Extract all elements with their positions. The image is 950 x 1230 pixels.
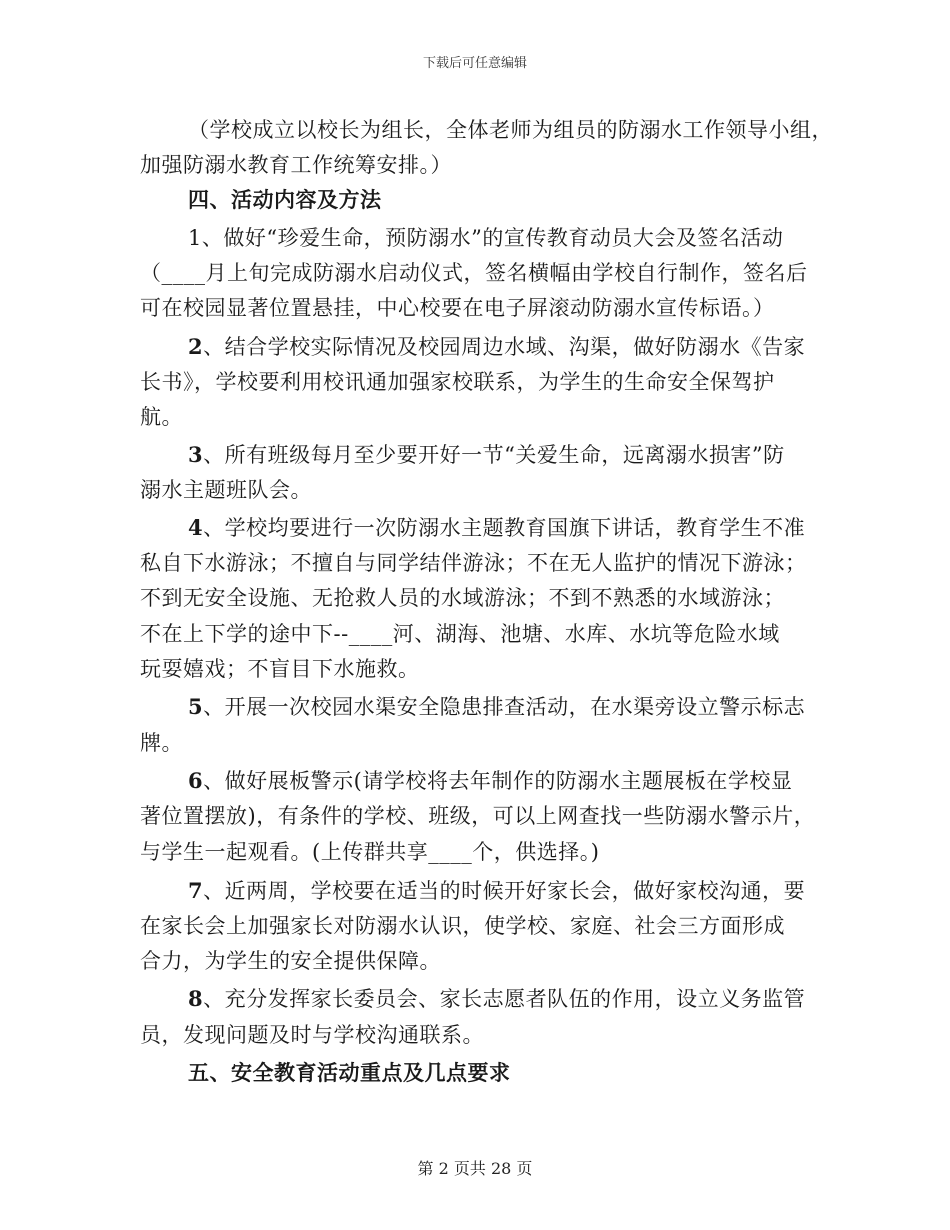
line-text: 四、活动内容及方法 bbox=[188, 187, 382, 212]
item-number: 2 bbox=[188, 334, 204, 359]
text-line bbox=[188, 332, 805, 362]
line-text: 不在上下学的途中下--____河、湖海、池塘、水库、水坑等危险水域 bbox=[140, 622, 780, 646]
text-line bbox=[188, 115, 833, 145]
text-line bbox=[140, 150, 452, 180]
item-number: 4 bbox=[188, 515, 204, 540]
text-line bbox=[188, 513, 805, 543]
text-line bbox=[140, 367, 775, 397]
line-text: 、开展一次校园水渠安全隐患排查活动，在水渠旁设立警示标志 bbox=[203, 695, 806, 719]
line-text: 私自下水游泳；不擅自与同学结伴游泳；不在无人监护的情况下游泳； bbox=[140, 551, 807, 575]
text-line bbox=[188, 1058, 511, 1088]
line-text: 在家长会上加强家长对防溺水认识，使学校、家庭、社会三方面形成 bbox=[140, 914, 785, 938]
line-text: （____月上旬完成防溺水启动仪式，签名横幅由学校自行制作，签名后 bbox=[140, 261, 808, 285]
line-text: 玩耍嬉戏；不盲目下水施救。 bbox=[140, 657, 420, 681]
item-number: 6 bbox=[188, 768, 204, 793]
text-line bbox=[140, 402, 183, 432]
text-line bbox=[140, 837, 599, 867]
line-text: 著位置摆放)，有条件的学校、班级，可以上网查找一些防溺水警示片， bbox=[140, 804, 816, 828]
line-text: 、学校均要进行一次防溺水主题教育国旗下讲话，教育学生不准 bbox=[203, 516, 806, 540]
text-line bbox=[188, 876, 805, 906]
line-text: 、近两周，学校要在适当的时候开好家长会，做好家校沟通，要 bbox=[203, 879, 806, 903]
line-text: 与学生一起观看。(上传群共享____个，供选择。) bbox=[140, 840, 600, 864]
line-text: 、做好展板警示(请学校将去年制作的防溺水主题展板在学校显 bbox=[203, 769, 793, 793]
item-number: 7 bbox=[188, 878, 204, 903]
line-text: 长书》，学校要利用校讯通加强家校联系，为学生的生命安全保驾护 bbox=[140, 370, 775, 394]
text-line bbox=[140, 946, 441, 976]
line-text: 溺水主题班队会。 bbox=[140, 478, 312, 502]
line-text: （学校成立以校长为组长，全体老师为组员的防溺水工作领导小组， bbox=[188, 118, 833, 142]
text-line bbox=[188, 766, 792, 796]
text-line bbox=[140, 654, 420, 684]
text-line bbox=[140, 911, 785, 941]
item-number: 5 bbox=[188, 694, 204, 719]
item-number: 3 bbox=[188, 442, 204, 467]
line-text: 合力，为学生的安全提供保障。 bbox=[140, 949, 441, 973]
text-line bbox=[140, 548, 807, 578]
line-text: 航。 bbox=[140, 405, 183, 429]
line-text: 、结合学校实际情况及校园周边水域、沟渠，做好防溺水《告家 bbox=[203, 335, 806, 359]
line-text: 员，发现问题及时与学校沟通联系。 bbox=[140, 1023, 484, 1047]
page-header: 下载后可任意编辑 bbox=[422, 56, 527, 71]
text-line bbox=[188, 223, 783, 253]
text-line bbox=[140, 258, 808, 288]
text-line bbox=[188, 440, 785, 470]
line-text: 加强防溺水教育工作统筹安排。） bbox=[140, 153, 452, 177]
text-line bbox=[140, 293, 775, 323]
line-text: 五、安全教育活动重点及几点要求 bbox=[188, 1060, 511, 1085]
page-footer: 第 2 页共 28 页 bbox=[417, 1159, 533, 1178]
text-line bbox=[140, 728, 183, 758]
text-line bbox=[188, 185, 382, 215]
text-line bbox=[188, 692, 805, 722]
text-line bbox=[188, 984, 805, 1014]
text-line bbox=[140, 1020, 484, 1050]
line-text: 不到无安全设施、无抢救人员的水域游泳；不到不熟悉的水域游泳； bbox=[140, 586, 785, 610]
line-text: 牌。 bbox=[140, 731, 183, 755]
line-text: 1、做好“珍爱生命，预防溺水”的宣传教育动员大会及签名活动 bbox=[188, 226, 784, 250]
text-line bbox=[140, 619, 780, 649]
text-line bbox=[140, 801, 815, 831]
line-text: 可在校园显著位置悬挂，中心校要在电子屏滚动防溺水宣传标语。） bbox=[140, 296, 775, 320]
text-line bbox=[140, 475, 312, 505]
line-text: 、充分发挥家长委员会、家长志愿者队伍的作用，设立义务监管 bbox=[203, 987, 806, 1011]
text-line bbox=[140, 583, 785, 613]
item-number: 8 bbox=[188, 986, 204, 1011]
line-text: 、所有班级每月至少要开好一节“关爱生命，远离溺水损害”防 bbox=[203, 443, 785, 467]
